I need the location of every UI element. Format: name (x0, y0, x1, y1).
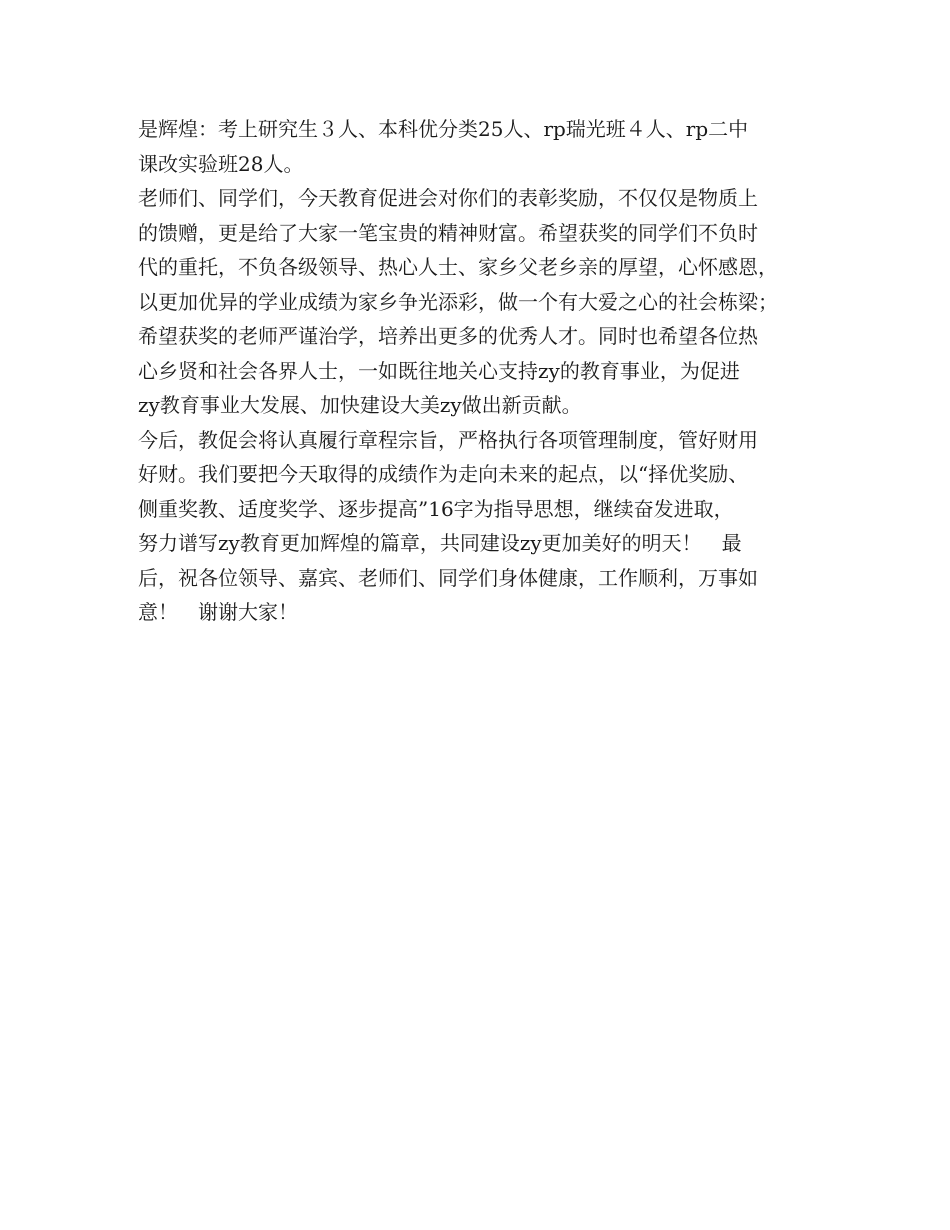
text-line: 是辉煌：考上研究生３人、本科优分类25人、rp瑞光班４人、rp二中 (138, 117, 749, 141)
text-line: 心乡贤和社会各界人士，一如既往地关心支持zy的教育事业，为促进 (138, 358, 740, 383)
text-line: 课改实验班28人。 (138, 151, 304, 176)
text-line: 努力谱写zy教育更加辉煌的篇章，共同建设zy更加美好的明天！ 最 (138, 531, 742, 555)
text-line: 意！ 谢谢大家！ (138, 600, 298, 624)
text-line: 好财。我们要把今天取得的成绩作为走向未来的起点，以“择优奖励、 (138, 462, 749, 486)
body-text (138, 112, 828, 630)
text-line: 老师们、同学们，今天教育促进会对你们的表彰奖励，不仅仅是物质上 (138, 186, 758, 210)
text-line: zy教育事业大发展、加快建设大美zy做出新贡献。 (138, 393, 582, 417)
text-line: 希望获奖的老师严谨治学，培养出更多的优秀人才。同时也希望各位热 (138, 324, 758, 348)
text-line: 以更加优异的学业成绩为家乡争光添彩，做一个有大爱之心的社会栋梁； (138, 289, 778, 314)
text-line: 代的重托，不负各级领导、热心人士、家乡父老乡亲的厚望，心怀感恩， (138, 255, 778, 279)
text-line: 侧重奖教、适度奖学、逐步提高”16字为指导思想，继续奋发进取， (138, 496, 734, 521)
text-line: 的馈赠，更是给了大家一笔宝贵的精神财富。希望获奖的同学们不负时 (138, 220, 758, 245)
text-line: 今后，教促会将认真履行章程宗旨，严格执行各项管理制度，管好财用 (138, 427, 758, 452)
text-line: 后，祝各位领导、嘉宾、老师们、同学们身体健康，工作顺利，万事如 (138, 565, 758, 590)
